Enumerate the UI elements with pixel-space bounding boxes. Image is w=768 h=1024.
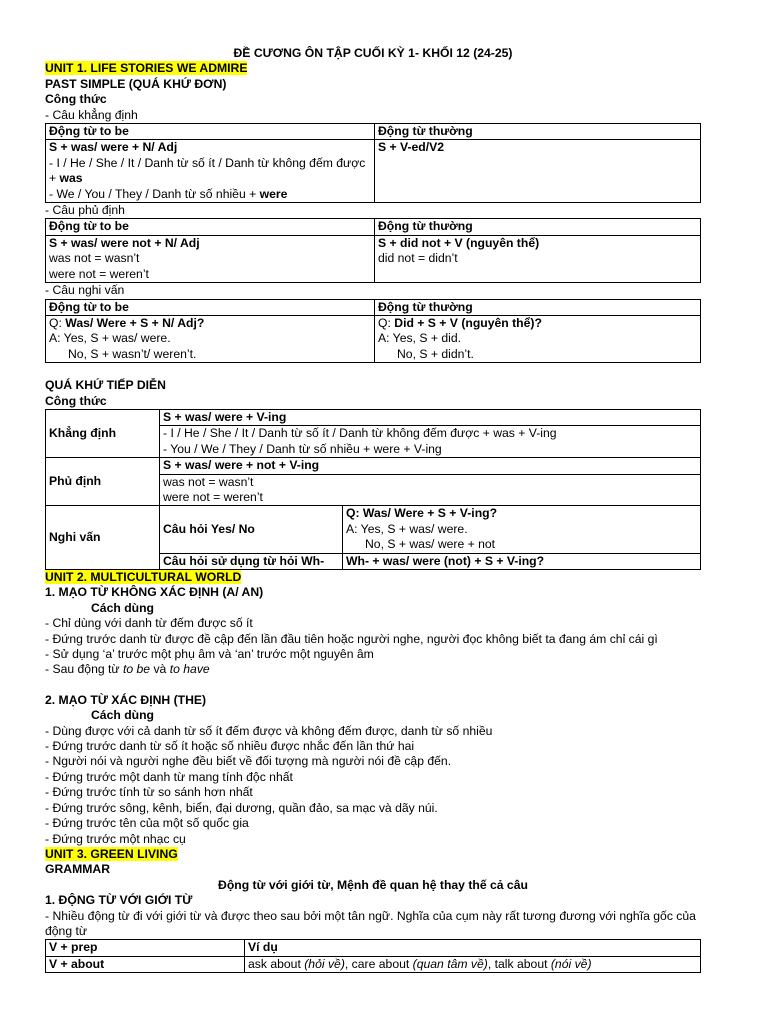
table-header: Động từ thường (375, 124, 701, 140)
list-item: - Đứng trước danh từ số ít hoặc số nhiều được nhắc đến lần thứ hai (45, 739, 415, 754)
list-item: - Đứng trước tên của một số quốc gia (45, 816, 249, 831)
unit3-heading: UNIT 3. GREEN LIVING (45, 846, 178, 861)
affirmative-label: - Câu khẳng định (45, 107, 138, 122)
past-simple-affirmative-table (45, 123, 701, 203)
document-title: ĐỀ CƯƠNG ÔN TẬP CUỐI KỲ 1- KHỐI 12 (24-25) (233, 46, 513, 60)
table-header: Động từ to be (46, 219, 375, 235)
table-cell: was not = wasn’t were not = weren’t (160, 474, 701, 506)
table-cell: Q: Did + S + V (nguyên thể)? A: Yes, S + did. No, S + didn’t. (375, 315, 701, 362)
past-simple-title: PAST SIMPLE (QUÁ KHỨ ĐƠN) (45, 76, 227, 91)
verb-preposition-table (45, 939, 701, 973)
table-cell: S + did not + V (nguyên thể) did not = didn’t (375, 235, 701, 282)
negative-label: - Câu phủ định (45, 203, 125, 218)
table-row-label: Phủ định (46, 458, 160, 506)
list-item: - Dùng được với cả danh từ số ít đếm được và không đếm được, danh từ số nhiều (45, 723, 493, 738)
list-item: - Đứng trước tính từ so sánh hơn nhất (45, 785, 253, 800)
table-cell: S + was/ were + not + V-ing (160, 458, 701, 474)
list-item: - Người nói và người nghe đều biết về đối tượng mà người nói đề cập đến. (45, 754, 452, 769)
table-header: Ví dụ (245, 940, 701, 956)
list-item: - Sau động từ to be và to have (45, 662, 210, 677)
past-simple-question-table (45, 299, 701, 364)
table-cell: Câu hỏi Yes/ No (160, 506, 343, 553)
grammar-subtitle: Động từ với giới từ, Mệnh đề quan hệ thay thế cả câu (218, 877, 528, 892)
list-item: - Chỉ dùng với danh từ đếm được số ít (45, 616, 253, 631)
verb-preposition-title: 1. ĐỘNG TỪ VỚI GIỚI TỪ (45, 893, 193, 908)
table-cell: S + was/ were + N/ Adj - I / He / She / It / Danh từ số ít / Danh từ không đếm được + was - We / You / They / Danh từ số nhiều + were (46, 140, 375, 203)
grammar-label: GRAMMAR (45, 862, 110, 877)
table-cell: - I / He / She / It / Danh từ số ít / Danh từ không đếm được + was + V-ing - You / We / They / Danh từ số nhiều + were + V-ing (160, 426, 701, 458)
table-header: Động từ to be (46, 299, 375, 315)
formula-label: Công thức (45, 393, 107, 408)
table-row-label: Nghi vấn (46, 506, 160, 570)
spacer (45, 678, 701, 693)
document-page (45, 46, 701, 973)
table-cell: S + V-ed/V2 (375, 140, 701, 203)
table-cell: Wh- + was/ were (not) + S + V-ing? (343, 553, 701, 569)
list-item: - Đứng trước danh từ được đề cập đến lần đầu tiên hoặc người nghe, người đọc không biết ta đang ám chỉ cái gì (45, 631, 658, 646)
verb-preposition-description: - Nhiều động từ đi với giới từ và được theo sau bởi một tân ngữ. Nghĩa của cụm này rất tương đương với nghĩa gốc của động từ (45, 908, 696, 938)
unit1-heading: UNIT 1. LIFE STORIES WE ADMIRE (45, 61, 248, 76)
table-cell: V + about (46, 956, 245, 972)
table-cell: S + was/ were not + N/ Adj was not = wasn’t were not = weren’t (46, 235, 375, 282)
table-row-label: Khẳng định (46, 409, 160, 457)
list-item: - Đứng trước sông, kênh, biển, đại dương, quần đảo, sa mạc và dãy núi. (45, 800, 438, 815)
table-header: Động từ to be (46, 124, 375, 140)
usage-label: Cách dùng (91, 600, 154, 615)
definite-article-title: 2. MẠO TỪ XÁC ĐỊNH (THE) (45, 692, 207, 707)
table-cell: Câu hỏi sử dụng từ hỏi Wh- (160, 553, 343, 569)
table-header: Động từ thường (375, 299, 701, 315)
past-continuous-table (45, 409, 701, 570)
list-item: - Sử dụng ‘a’ trước một phụ âm và ‘an’ trước một nguyên âm (45, 647, 374, 662)
indefinite-article-title: 1. MẠO TỪ KHÔNG XÁC ĐỊNH (A/ AN) (45, 585, 264, 600)
table-header: V + prep (46, 940, 245, 956)
table-cell: Q: Was/ Were + S + N/ Adj? A: Yes, S + was/ were. No, S + wasn’t/ weren’t. (46, 315, 375, 362)
list-item: - Đứng trước một nhạc cụ (45, 831, 186, 846)
formula-label: Công thức (45, 92, 107, 107)
table-cell: S + was/ were + V-ing (160, 409, 701, 425)
question-label: - Câu nghi vấn (45, 283, 125, 298)
table-cell: ask about (hỏi về), care about (quan tâm về), talk about (nói về) (245, 956, 701, 972)
table-cell: Q: Was/ Were + S + V-ing? A: Yes, S + was/ were. No, S + was/ were + not (343, 506, 701, 553)
list-item: - Đứng trước một danh từ mang tính độc nhất (45, 769, 293, 784)
usage-label: Cách dùng (91, 708, 154, 723)
past-continuous-title: QUÁ KHỨ TIẾP DIỄN (45, 378, 166, 393)
unit2-heading: UNIT 2. MULTICULTURAL WORLD (45, 570, 242, 584)
spacer (45, 363, 701, 378)
table-header: Động từ thường (375, 219, 701, 235)
past-simple-negative-table (45, 218, 701, 283)
